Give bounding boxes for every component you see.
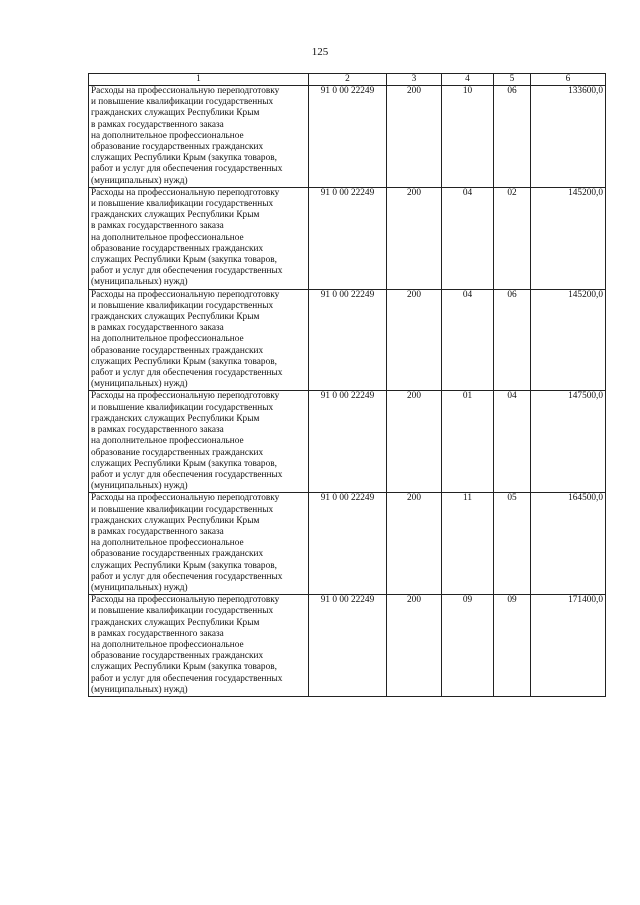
expense-name-line: гражданских служащих Республики Крым: [91, 515, 260, 526]
expense-name-line: Расходы на профессиональную переподготовку: [91, 86, 280, 96]
amount-cell: 147500,0: [531, 391, 606, 493]
expense-name-line: в рамках государственного заказа: [91, 526, 224, 537]
expense-name-line: на дополнительное профессиональное: [91, 232, 244, 243]
section-cell: 11: [442, 493, 494, 595]
subsection-cell: 02: [494, 187, 531, 289]
expense-name-cell: [89, 187, 309, 289]
expense-type-cell: 200: [387, 493, 442, 595]
expense-name-line: (муниципальных) нужд): [91, 175, 188, 186]
expense-name-line: гражданских служащих Республики Крым: [91, 210, 260, 221]
expense-name-line: (муниципальных) нужд): [91, 277, 188, 288]
expense-name-line: служащих Республики Крым (закупка товаров,: [91, 458, 277, 469]
page-number: 125: [311, 46, 329, 58]
expense-name-line: образование государственных гражданских: [91, 447, 264, 458]
expense-name-line: на дополнительное профессиональное: [91, 538, 244, 549]
target-code-cell: 91 0 00 22249: [309, 391, 387, 493]
column-header: 2: [309, 74, 387, 86]
expense-name-cell: [89, 595, 309, 697]
amount-cell: 145200,0: [531, 187, 606, 289]
section-cell: 09: [442, 595, 494, 697]
expense-name-line: и повышение квалификации государственных: [91, 606, 274, 617]
expense-type-cell: 200: [387, 595, 442, 697]
expense-name-line: служащих Республики Крым (закупка товаров,: [91, 356, 277, 367]
table-row: [89, 86, 606, 188]
expense-name-line: в рамках государственного заказа: [91, 425, 224, 436]
subsection-cell: 06: [494, 289, 531, 391]
target-code-cell: 91 0 00 22249: [309, 493, 387, 595]
expense-name-line: работ и услуг для обеспечения государственных: [91, 673, 283, 684]
amount-cell: 145200,0: [531, 289, 606, 391]
expense-name-line: гражданских служащих Республики Крым: [91, 617, 260, 628]
section-cell: 10: [442, 86, 494, 188]
section-cell: 04: [442, 289, 494, 391]
expense-name-line: на дополнительное профессиональное: [91, 639, 244, 650]
table-header-row: [89, 74, 606, 86]
amount-cell: 164500,0: [531, 493, 606, 595]
expense-name-line: образование государственных гражданских: [91, 651, 264, 662]
expense-name-line: и повышение квалификации государственных: [91, 300, 274, 311]
expense-name-line: Расходы на профессиональную переподготовку: [91, 493, 280, 504]
expense-name-line: (муниципальных) нужд): [91, 379, 188, 390]
column-header: 5: [494, 74, 531, 86]
expense-type-cell: 200: [387, 391, 442, 493]
expense-name-line: работ и услуг для обеспечения государственных: [91, 266, 283, 277]
expense-type-cell: 200: [387, 86, 442, 188]
expense-name-line: гражданских служащих Республики Крым: [91, 312, 260, 323]
target-code-cell: 91 0 00 22249: [309, 289, 387, 391]
section-cell: 04: [442, 187, 494, 289]
expense-name-line: служащих Республики Крым (закупка товаров,: [91, 560, 277, 571]
expense-name-line: работ и услуг для обеспечения государственных: [91, 571, 283, 582]
expense-name-line: Расходы на профессиональную переподготовку: [91, 289, 280, 300]
expense-type-cell: 200: [387, 289, 442, 391]
expense-name-line: служащих Республики Крым (закупка товаров,: [91, 153, 277, 164]
target-code-cell: 91 0 00 22249: [309, 86, 387, 188]
expense-name-line: и повышение квалификации государственных: [91, 504, 274, 515]
expense-name-line: образование государственных гражданских: [91, 549, 264, 560]
expense-name-line: работ и услуг для обеспечения государственных: [91, 164, 283, 175]
expense-name-line: в рамках государственного заказа: [91, 323, 224, 334]
expense-name-line: на дополнительное профессиональное: [91, 334, 244, 345]
expense-type-cell: 200: [387, 187, 442, 289]
expense-name-line: на дополнительное профессиональное: [91, 130, 244, 141]
table-row: [89, 391, 606, 493]
expense-name-line: и повышение квалификации государственных: [91, 199, 274, 210]
section-cell: 01: [442, 391, 494, 493]
subsection-cell: 09: [494, 595, 531, 697]
expense-name-line: в рамках государственного заказа: [91, 221, 224, 232]
target-code-cell: 91 0 00 22249: [309, 187, 387, 289]
expense-name-line: (муниципальных) нужд): [91, 684, 188, 695]
expense-name-line: на дополнительное профессиональное: [91, 436, 244, 447]
expense-name-line: гражданских служащих Республики Крым: [91, 413, 260, 424]
expense-name-line: работ и услуг для обеспечения государственных: [91, 368, 283, 379]
amount-cell: 171400,0: [531, 595, 606, 697]
amount-cell: 133600,0: [531, 86, 606, 188]
table-row: [89, 187, 606, 289]
expense-name-line: образование государственных гражданских: [91, 142, 264, 153]
subsection-cell: 05: [494, 493, 531, 595]
expense-name-cell: [89, 289, 309, 391]
table-row: [89, 289, 606, 391]
expense-name-line: в рамках государственного заказа: [91, 119, 224, 130]
table-row: [89, 493, 606, 595]
expense-name-cell: [89, 86, 309, 188]
budget-table: [88, 73, 606, 697]
column-header: 6: [531, 74, 606, 86]
expense-name-cell: [89, 391, 309, 493]
subsection-cell: 04: [494, 391, 531, 493]
expense-name-line: и повышение квалификации государственных: [91, 97, 274, 108]
expense-name-line: работ и услуг для обеспечения государственных: [91, 469, 283, 480]
expense-name-line: (муниципальных) нужд): [91, 481, 188, 492]
expense-name-line: служащих Республики Крым (закупка товаров,: [91, 662, 277, 673]
expense-name-line: образование государственных гражданских: [91, 345, 264, 356]
expense-name-line: (муниципальных) нужд): [91, 582, 188, 593]
column-header: 3: [387, 74, 442, 86]
target-code-cell: 91 0 00 22249: [309, 595, 387, 697]
expense-name-line: Расходы на профессиональную переподготовку: [91, 187, 280, 198]
column-header: 4: [442, 74, 494, 86]
expense-name-line: гражданских служащих Республики Крым: [91, 108, 260, 119]
expense-name-line: и повышение квалификации государственных: [91, 402, 274, 413]
expense-name-line: в рамках государственного заказа: [91, 628, 224, 639]
subsection-cell: 06: [494, 86, 531, 188]
table-row: [89, 595, 606, 697]
column-header: 1: [89, 74, 309, 86]
expense-name-cell: [89, 493, 309, 595]
expense-name-line: Расходы на профессиональную переподготовку: [91, 595, 280, 606]
expense-name-line: служащих Республики Крым (закупка товаров,: [91, 255, 277, 266]
expense-name-line: Расходы на профессиональную переподготовку: [91, 391, 280, 402]
expense-name-line: образование государственных гражданских: [91, 243, 264, 254]
